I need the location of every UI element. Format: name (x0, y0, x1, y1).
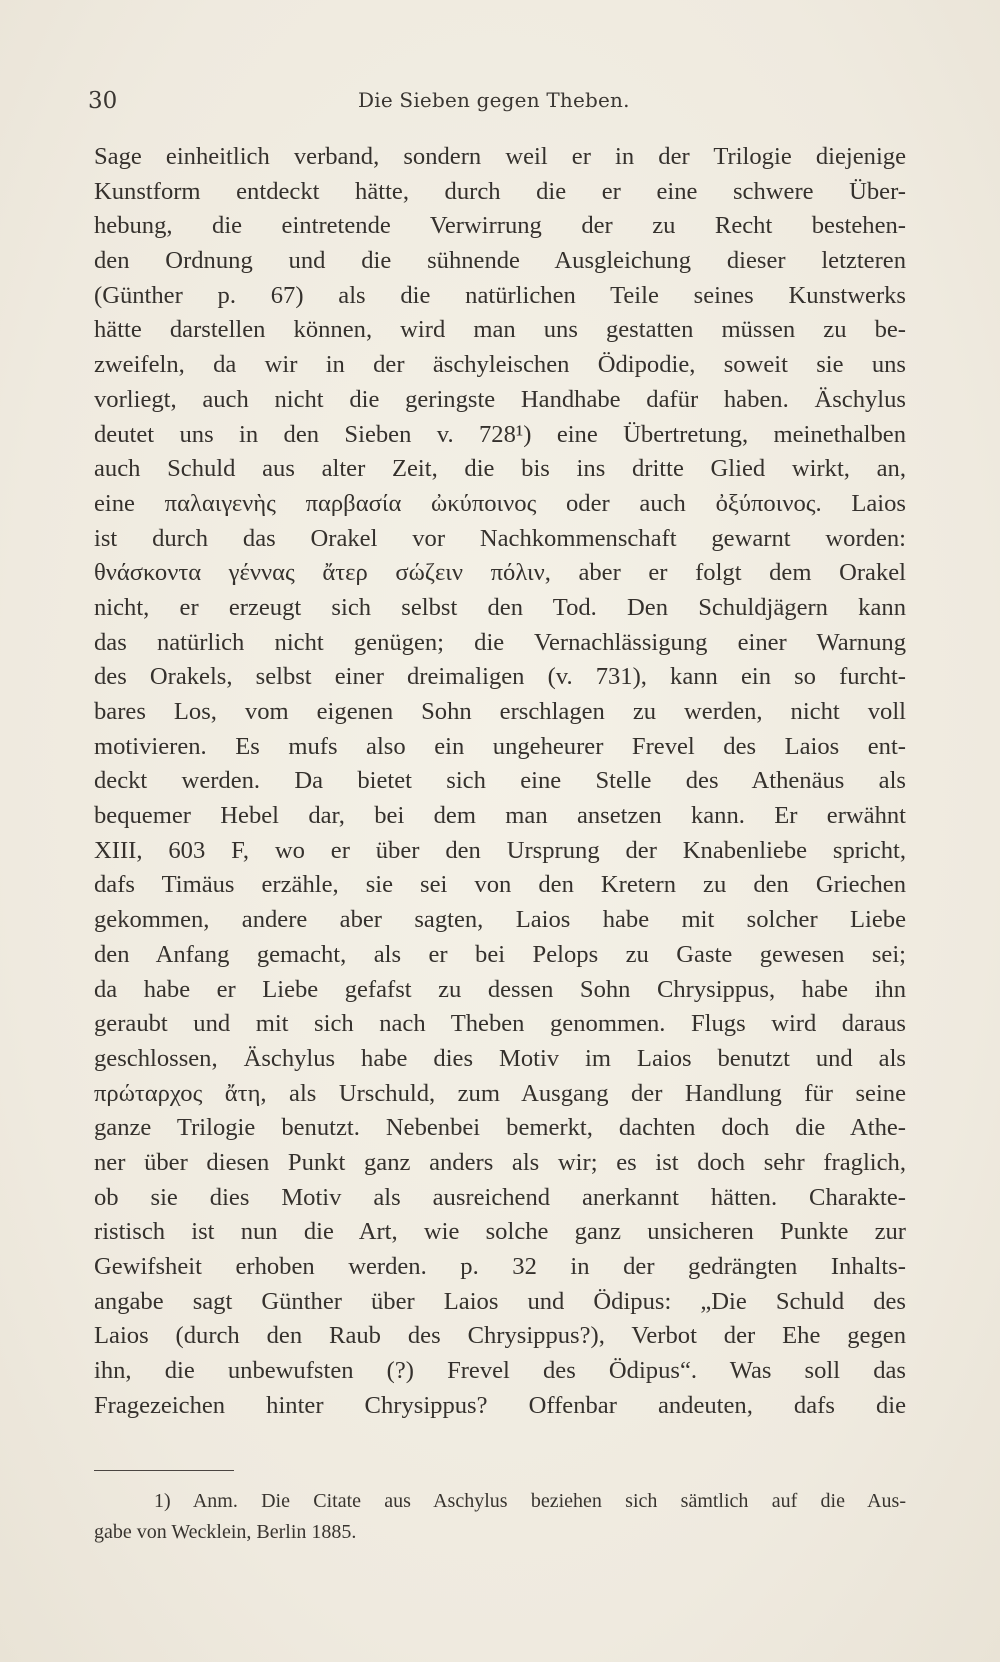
text-line: hebung, die eintretende Verwirrung der zu Recht bestehen- (94, 212, 906, 240)
text-line: deckt werden. Da bietet sich eine Stelle des Athenäus als (94, 767, 906, 795)
page-number: 30 (88, 88, 118, 114)
text-line: Fragezeichen hinter Chrysippus? Offenbar andeuten, dafs die (94, 1391, 906, 1419)
text-line: den Anfang gemacht, als er bei Pelops zu Gaste gewesen sei; (94, 940, 906, 968)
text-line: ist durch das Orakel vor Nachkommenschaft gewarnt worden: (94, 524, 906, 552)
text-line: (Günther p. 67) als die natürlichen Teile seines Kunstwerks (94, 281, 906, 309)
text-line: auch Schuld aus alter Zeit, die bis ins dritte Glied wirkt, an, (94, 455, 906, 483)
text-line: πρώταρχος ἄτη, als Urschuld, zum Ausgang der Handlung für seine (94, 1079, 906, 1107)
text-line: angabe sagt Günther über Laios und Ödipus: „Die Schuld des (94, 1287, 906, 1315)
text-line: geschlossen, Äschylus habe dies Motiv im Laios benutzt und als (94, 1044, 906, 1072)
text-line: bares Los, vom eigenen Sohn erschlagen zu werden, nicht voll (94, 698, 906, 725)
text-line: ob sie dies Motiv als ausreichend anerkannt hätten. Charakte- (94, 1183, 906, 1211)
footnote-divider (94, 1470, 234, 1471)
text-line: Gewifsheit erhoben werden. p. 32 in der gedrängten Inhalts- (94, 1253, 906, 1280)
text-line: XIII, 603 F, wo er über den Ursprung der Knabenliebe spricht, (94, 836, 906, 864)
text-line: ganze Trilogie benutzt. Nebenbei bemerkt, dachten doch die Athe- (94, 1114, 906, 1142)
text-line: eine παλαιγενὴς παρβασία ὠκύποινος oder auch ὀξύποινος. Laios (94, 489, 906, 517)
footnote-line: 1) Anm. Die Citate aus Aschylus beziehen sich sämtlich auf die Aus- (154, 1490, 906, 1512)
running-title: Die Sieben gegen Theben. (358, 88, 630, 112)
text-line: bequemer Hebel dar, bei dem man ansetzen kann. Er erwähnt (94, 802, 906, 830)
text-line: Sage einheitlich verband, sondern weil er in der Trilogie diejenige (94, 143, 906, 170)
text-line: ristisch ist nun die Art, wie solche ganz unsicheren Punkte zur (94, 1218, 906, 1246)
text-line: zweifeln, da wir in der äschyleischen Ödipodie, soweit sie uns (94, 351, 906, 379)
text-line: das natürlich nicht genügen; die Vernachlässigung einer Warnung (94, 628, 906, 656)
text-line: motivieren. Es mufs also ein ungeheurer Frevel des Laios ent- (94, 732, 906, 760)
text-line: dafs Timäus erzähle, sie sei von den Kretern zu den Griechen (94, 871, 906, 899)
text-line: nicht, er erzeugt sich selbst den Tod. Den Schuldjägern kann (94, 593, 906, 621)
footnote (94, 1486, 906, 1548)
text-line: hätte darstellen können, wird man uns gestatten müssen zu be- (94, 316, 906, 344)
text-line: θνάσκοντα γέννας ἄτερ σώζειν πόλιν, aber er folgt dem Orakel (94, 559, 906, 587)
text-line: geraubt und mit sich nach Theben genommen. Flugs wird daraus (94, 1010, 906, 1038)
text-line: gekommen, andere aber sagten, Laios habe mit solcher Liebe (94, 906, 906, 934)
main-text (94, 140, 906, 1423)
text-line: ihn, die unbewufsten (?) Frevel des Ödipus“. Was soll das (94, 1357, 906, 1385)
page-header (88, 88, 908, 124)
text-line: des Orakels, selbst einer dreimaligen (v. 731), kann ein so furcht- (94, 663, 906, 691)
text-line: da habe er Liebe gefafst zu dessen Sohn Chrysippus, habe ihn (94, 975, 906, 1003)
text-line: den Ordnung und die sühnende Ausgleichung dieser letzteren (94, 247, 906, 275)
text-line: Laios (durch den Raub des Chrysippus?), Verbot der Ehe gegen (94, 1322, 906, 1350)
footnote-line: gabe von Wecklein, Berlin 1885. (94, 1521, 357, 1543)
text-line: Kunstform entdeckt hätte, durch die er eine schwere Über- (94, 177, 906, 205)
text-line: ner über diesen Punkt ganz anders als wir; es ist doch sehr fraglich, (94, 1148, 906, 1176)
text-line: deutet uns in den Sieben v. 728¹) eine Übertretung, meinethalben (94, 420, 906, 448)
text-line: vorliegt, auch nicht die geringste Handhabe dafür haben. Äschylus (94, 385, 906, 413)
